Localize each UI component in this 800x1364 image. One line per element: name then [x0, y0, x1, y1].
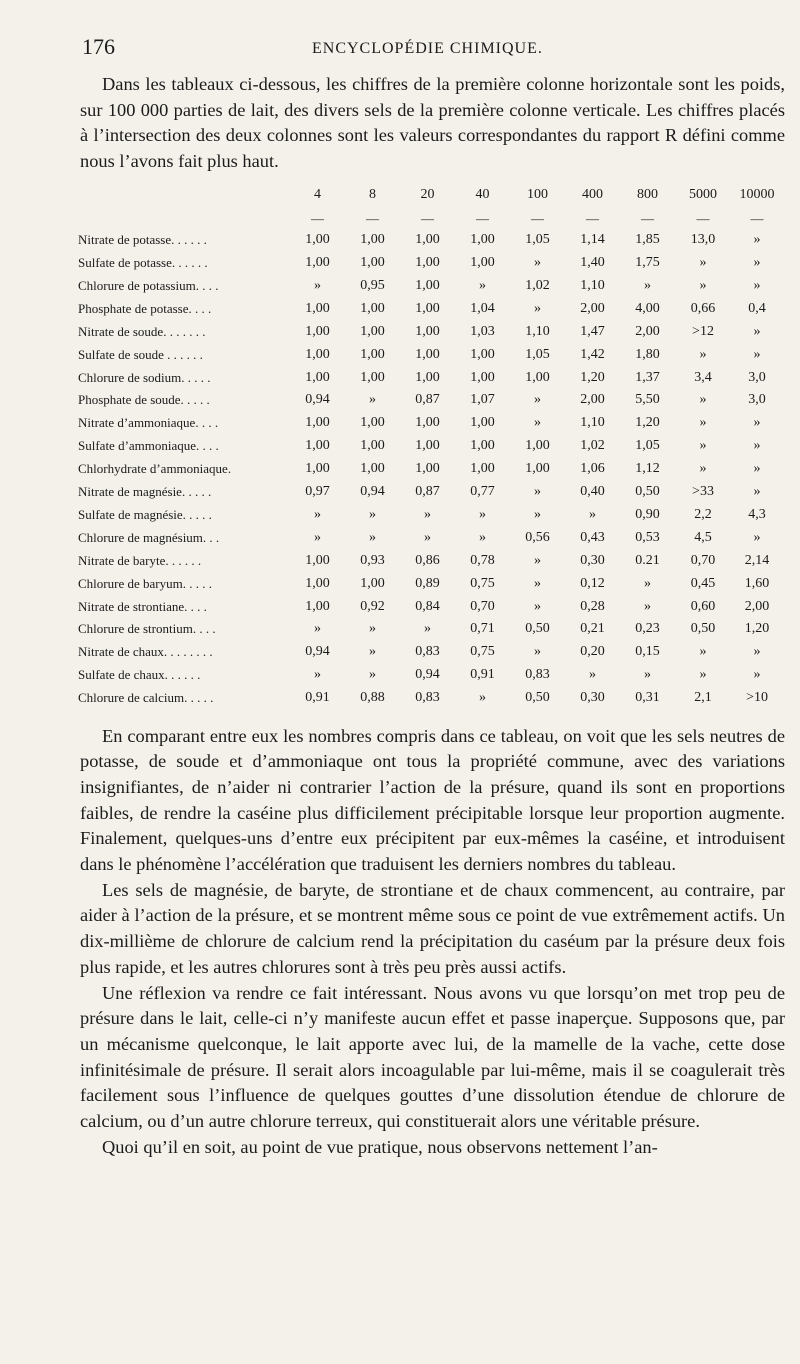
- table-cell: 0,87: [415, 484, 440, 500]
- table-cell: 3,4: [694, 369, 712, 385]
- table-row: [78, 366, 783, 389]
- table-cell: 1,00: [470, 415, 495, 431]
- table-cell: 0,31: [635, 690, 660, 706]
- table-cell: 0,91: [470, 667, 495, 683]
- table-cell: 0,28: [580, 598, 605, 614]
- table-cell: »: [753, 484, 761, 500]
- table-cell: 1,00: [470, 369, 495, 385]
- table-cell: 1,42: [580, 346, 605, 362]
- table-cell: »: [699, 461, 707, 477]
- table-row: [78, 595, 783, 618]
- table-row: [78, 297, 783, 320]
- table-cell: 1,00: [525, 369, 550, 385]
- table-cell: »: [644, 667, 651, 683]
- table-cell: »: [534, 415, 541, 431]
- table-cell: 0,50: [635, 484, 660, 500]
- table-cell: 0,94: [305, 392, 330, 408]
- document-page: [80, 34, 785, 1160]
- table-cell: 2,00: [580, 300, 605, 316]
- column-rule: —: [421, 210, 434, 226]
- table-cell: 1,00: [360, 369, 385, 385]
- table-cell: »: [424, 621, 431, 637]
- table-cell: »: [589, 506, 596, 522]
- table-cell: 0,15: [635, 644, 660, 660]
- table-cell: 13,0: [690, 232, 716, 248]
- table-cell: 1,00: [360, 346, 385, 362]
- table-body: [78, 229, 783, 710]
- row-label: Chlorhydrate d’ammoniaque.: [78, 461, 232, 477]
- table-cell: 1,00: [415, 461, 440, 477]
- column-header: 40: [475, 186, 490, 202]
- table-cell: 0,95: [360, 278, 385, 294]
- table-cell: 1,00: [305, 346, 330, 362]
- table-cell: 1,00: [305, 415, 330, 431]
- table-cell: 4,00: [635, 300, 660, 316]
- table-cell: 1,00: [305, 323, 330, 339]
- table-cell: »: [753, 278, 761, 294]
- table-cell: 0,43: [580, 529, 605, 545]
- intro-paragraph: Dans les tableaux ci-dessous, les chiffres de la première colonne horizontale sont les poids, sur 100 000 parties de lait, des divers sels de la première colonne verticale. Les chiffres placés à l’intersection des deux colonnes sont les valeurs correspondantes du rapport R défini comme nous l’avons fait plus haut.: [80, 74, 785, 172]
- column-rule: —: [366, 210, 379, 226]
- table-dash-row: [78, 211, 783, 229]
- row-label: Sulfate de potasse. . . . . .: [78, 255, 208, 271]
- table-row: [78, 458, 783, 481]
- table-row: [78, 320, 783, 343]
- table-cell: »: [699, 255, 707, 271]
- row-label: Sulfate de magnésie. . . . .: [78, 506, 212, 522]
- table-cell: 1,85: [635, 232, 660, 248]
- table-cell: 1,02: [580, 438, 605, 454]
- table-cell: »: [424, 506, 431, 522]
- row-label: Chlorure de calcium. . . . .: [78, 690, 214, 706]
- table-row: [78, 641, 783, 664]
- column-header: 4: [314, 186, 321, 202]
- table-cell: 0,70: [470, 598, 495, 614]
- table-cell: »: [753, 461, 761, 477]
- table-cell: 5,50: [635, 392, 660, 408]
- table-cell: 1,20: [635, 415, 660, 431]
- table-cell: 0,75: [470, 575, 495, 591]
- table-cell: 0,56: [525, 529, 550, 545]
- table-row: [78, 549, 783, 572]
- row-label: Nitrate de potasse. . . . . .: [78, 232, 207, 248]
- table-cell: 1,00: [305, 369, 330, 385]
- table-cell: »: [534, 300, 541, 316]
- table-cell: 1,00: [305, 598, 330, 614]
- table-cell: »: [753, 644, 761, 660]
- table-cell: »: [369, 667, 376, 683]
- table-cell: »: [699, 392, 707, 408]
- table-header-row: [78, 187, 783, 211]
- table-cell: 1,00: [525, 438, 550, 454]
- table-cell: 0,66: [690, 300, 716, 316]
- row-label: Phosphate de soude. . . . .: [78, 392, 210, 408]
- row-label: Chlorure de baryum. . . . .: [78, 575, 212, 591]
- table-cell: »: [753, 529, 761, 545]
- table-cell: 3,0: [748, 369, 766, 385]
- table-cell: 1,00: [360, 300, 385, 316]
- table-cell: 4,3: [748, 506, 766, 522]
- table-cell: »: [699, 667, 707, 683]
- table-cell: 1,00: [360, 232, 385, 248]
- table-cell: 0,53: [635, 529, 660, 545]
- table-cell: 0,78: [470, 552, 495, 568]
- table-cell: 3,0: [748, 392, 766, 408]
- table-cell: 1,10: [580, 278, 605, 294]
- table-cell: 0,84: [415, 598, 440, 614]
- column-rule: —: [311, 210, 324, 226]
- table-cell: »: [699, 438, 707, 454]
- table-cell: »: [699, 644, 707, 660]
- table-cell: »: [644, 575, 651, 591]
- table-cell: 0,50: [525, 621, 550, 637]
- row-label: Nitrate de chaux. . . . . . . .: [78, 644, 213, 660]
- table-cell: 1,47: [580, 323, 605, 339]
- table-cell: >10: [746, 690, 768, 706]
- table-cell: »: [314, 621, 321, 637]
- table-cell: 1,06: [580, 461, 605, 477]
- table-cell: 0,92: [360, 598, 385, 614]
- row-label: Chlorure de sodium. . . . .: [78, 369, 211, 385]
- table-cell: »: [369, 506, 376, 522]
- table-row: [78, 435, 783, 458]
- table-cell: »: [753, 346, 761, 362]
- table-cell: 1,00: [470, 461, 495, 477]
- table-cell: 2,00: [580, 392, 605, 408]
- row-label: Phosphate de potasse. . . .: [78, 300, 212, 316]
- table-corner: [78, 211, 290, 229]
- table-row: [78, 389, 783, 412]
- table-row: [78, 343, 783, 366]
- table-row: [78, 572, 783, 595]
- table-cell: »: [699, 415, 707, 431]
- table-cell: 4,5: [694, 529, 712, 545]
- table-cell: 1,00: [305, 255, 330, 271]
- column-rule: —: [750, 210, 764, 226]
- column-header: 8: [369, 186, 376, 202]
- table-cell: 1,00: [305, 552, 330, 568]
- table-cell: »: [314, 506, 321, 522]
- table-cell: 0,83: [415, 644, 440, 660]
- table-cell: 1,00: [305, 300, 330, 316]
- table-cell: 1,00: [305, 438, 330, 454]
- paragraph-earth-salts: Les sels de magnésie, de baryte, de strontiane et de chaux commencent, au contraire, par aider à l’action de la présure, et se montrent même sous ce point de vue extrêmement actifs. Un dix-millième de chlorure de calcium rend la précipitation du caséum par la présure deux fois plus rapide, et les autres chlorures sont à très peu près aussi actifs.: [80, 879, 785, 977]
- table-cell: 1,00: [415, 278, 440, 294]
- table-cell: 0,40: [580, 484, 605, 500]
- table-cell: 1,10: [525, 323, 550, 339]
- table-cell: 2,00: [744, 598, 770, 614]
- table-cell: »: [534, 575, 541, 591]
- row-label: Chlorure de strontium. . . .: [78, 621, 216, 637]
- column-rule: —: [586, 210, 599, 226]
- table-cell: »: [534, 552, 541, 568]
- table-cell: 1,05: [525, 346, 550, 362]
- table-cell: 0,88: [360, 690, 385, 706]
- table-cell: 2,1: [694, 690, 712, 706]
- column-header: 20: [420, 186, 435, 202]
- row-label: Sulfate de soude . . . . . .: [78, 346, 203, 362]
- table-cell: 1,07: [470, 392, 495, 408]
- table-row: [78, 229, 783, 252]
- table-cell: »: [534, 484, 541, 500]
- table-cell: 0,4: [748, 300, 766, 316]
- table-cell: 1,00: [525, 461, 550, 477]
- table-cell: »: [479, 529, 486, 545]
- table-cell: 1,05: [525, 232, 550, 248]
- row-label: Nitrate de baryte. . . . . .: [78, 552, 202, 568]
- table-cell: 1,00: [360, 255, 385, 271]
- table-cell: 1,00: [360, 415, 385, 431]
- column-rule: —: [531, 210, 544, 226]
- row-label: Nitrate de magnésie. . . . .: [78, 484, 212, 500]
- table-cell: 0,87: [415, 392, 440, 408]
- table-cell: »: [644, 598, 651, 614]
- table-cell: 2,00: [635, 323, 660, 339]
- table-row: [78, 618, 783, 641]
- table-cell: 0,21: [580, 621, 605, 637]
- table-cell: 1,00: [415, 300, 440, 316]
- paragraph-reflection: Une réflexion va rendre ce fait intéressant. Nous avons vu que lorsqu’on met trop peu de présure dans le lait, celle-ci n’y manifeste aucun effet et passe inaperçue. Supposons que, par un mécanisme quelconque, le lait apporte avec lui, de la mamelle de la vache, cette dose infinitésimale de présure. Il serait alors incoagulable par lui-même, mais il se coagulerait très facilement sous l’influence de quelques gouttes d’une dissolution étendue de chlorure de calcium, ou d’un autre chlorure terreux, qui constituerait alors une véritable présure.: [80, 982, 785, 1132]
- row-label: Sulfate de chaux. . . . . .: [78, 667, 201, 683]
- table-cell: 1,03: [470, 323, 495, 339]
- table-cell: 0,86: [415, 552, 440, 568]
- table-cell: 1,40: [580, 255, 605, 271]
- table-cell: »: [534, 255, 541, 271]
- table-cell: 1,80: [635, 346, 660, 362]
- table-cell: »: [534, 644, 541, 660]
- table-cell: 1,04: [470, 300, 495, 316]
- table-cell: 1,00: [360, 438, 385, 454]
- table-cell: 0,45: [690, 575, 716, 591]
- table-cell: »: [534, 598, 541, 614]
- table-cell: 0,30: [580, 690, 605, 706]
- table-cell: 0,91: [305, 690, 330, 706]
- table-cell: 1,20: [580, 369, 605, 385]
- table-cell: »: [644, 278, 651, 294]
- table-cell: 1,10: [580, 415, 605, 431]
- table-cell: »: [369, 529, 376, 545]
- table-cell: 1,00: [360, 323, 385, 339]
- table-cell: 1,00: [360, 461, 385, 477]
- table-corner: [78, 187, 290, 211]
- table-cell: 0,23: [635, 621, 660, 637]
- table-cell: 1,00: [415, 255, 440, 271]
- table-cell: 1,75: [635, 255, 660, 271]
- table-cell: 0.21: [635, 552, 660, 568]
- table-cell: »: [753, 667, 761, 683]
- table-cell: »: [753, 232, 761, 248]
- table-cell: »: [479, 690, 486, 706]
- table-cell: 1,00: [305, 575, 330, 591]
- column-header: 5000: [689, 186, 717, 202]
- table-cell: 0,71: [470, 621, 495, 637]
- table-cell: 1,37: [635, 369, 660, 385]
- table-cell: 1,00: [470, 346, 495, 362]
- table-cell: »: [314, 667, 321, 683]
- table-cell: 1,20: [744, 621, 770, 637]
- table-cell: 0,50: [690, 621, 716, 637]
- paragraph-conclusion: Quoi qu’il en soit, au point de vue pratique, nous observons nettement l’an-: [102, 1136, 658, 1157]
- column-rule: —: [476, 210, 489, 226]
- table-cell: 0,70: [690, 552, 716, 568]
- table-cell: 1,00: [470, 232, 495, 248]
- table-cell: 1,14: [580, 232, 605, 248]
- table-cell: »: [369, 644, 376, 660]
- table-cell: >33: [692, 484, 714, 500]
- table-cell: 2,2: [694, 506, 712, 522]
- table-cell: 1,00: [415, 323, 440, 339]
- table-row: [78, 275, 783, 298]
- column-header: 10000: [739, 186, 775, 202]
- table-cell: 0,94: [305, 644, 330, 660]
- table-row: [78, 481, 783, 504]
- running-head: [80, 34, 785, 70]
- row-label: Nitrate de strontiane. . . .: [78, 598, 207, 614]
- table-cell: »: [753, 415, 761, 431]
- table-cell: »: [589, 667, 596, 683]
- row-label: Sulfate d’ammoniaque. . . .: [78, 438, 219, 454]
- table-cell: 0,75: [470, 644, 495, 660]
- table-cell: >12: [692, 323, 714, 339]
- table-cell: 1,00: [415, 232, 440, 248]
- table-row: [78, 252, 783, 275]
- table-cell: »: [369, 392, 376, 408]
- table-row: [78, 687, 783, 710]
- table-cell: 1,00: [470, 438, 495, 454]
- table-cell: 0,20: [580, 644, 605, 660]
- row-label: Chlorure de potassium. . . .: [78, 278, 219, 294]
- row-label: Nitrate de soude. . . . . . .: [78, 323, 206, 339]
- table-cell: 1,00: [305, 232, 330, 248]
- column-rule: —: [641, 210, 654, 226]
- table-cell: 1,02: [525, 278, 550, 294]
- table-cell: 2,14: [744, 552, 770, 568]
- table-cell: »: [424, 529, 431, 545]
- salt-ratio-table: [78, 187, 783, 710]
- table-cell: »: [753, 255, 761, 271]
- column-header: 800: [637, 186, 658, 202]
- table-cell: 0,12: [580, 575, 605, 591]
- table-cell: »: [699, 346, 707, 362]
- table-cell: 0,83: [525, 667, 550, 683]
- table-cell: »: [534, 392, 541, 408]
- table-cell: 0,89: [415, 575, 440, 591]
- table-cell: »: [314, 529, 321, 545]
- table-row: [78, 664, 783, 687]
- table-cell: 0,97: [305, 484, 330, 500]
- row-label: Nitrate d’ammoniaque. . . .: [78, 415, 219, 431]
- row-label: Chlorure de magnésium. . .: [78, 529, 220, 545]
- table-row: [78, 412, 783, 435]
- table-cell: »: [479, 278, 486, 294]
- table-cell: 1,00: [415, 346, 440, 362]
- table-cell: 0,83: [415, 690, 440, 706]
- column-header: 100: [527, 186, 548, 202]
- table-cell: 1,00: [360, 575, 385, 591]
- table-cell: »: [479, 506, 486, 522]
- table-cell: »: [753, 323, 761, 339]
- page-number: 176: [82, 34, 115, 59]
- table-cell: 0,90: [635, 506, 660, 522]
- body-text: [80, 724, 785, 1161]
- table-cell: »: [699, 278, 707, 294]
- table-cell: 1,60: [744, 575, 770, 591]
- table-cell: »: [534, 506, 541, 522]
- table-cell: 1,00: [305, 461, 330, 477]
- paragraph-comparison: En comparant entre eux les nombres compris dans ce tableau, on voit que les sels neutres de potasse, de soude et d’ammoniaque ont tous la propriété commune, avec des variations insignifiantes, de n’aider ni contrarier l’action de la présure, quand ils sont en proportions faibles, de rendre la caséine plus difficilement précipitable lorsque leur proportion augmente. Finalement, quelques-uns d’entre eux précipitent par eux-mêmes la caséine, et introduisent dans le phénomène l’accélération que traduisent les derniers nombres du tableau.: [80, 725, 785, 875]
- table-cell: 0,60: [690, 598, 716, 614]
- table-cell: 0,77: [470, 484, 495, 500]
- table-cell: 0,50: [525, 690, 550, 706]
- table-cell: 1,12: [635, 461, 660, 477]
- table-cell: »: [314, 278, 321, 294]
- running-header-title: ENCYCLOPÉDIE CHIMIQUE.: [312, 40, 543, 57]
- table-cell: 1,00: [470, 255, 495, 271]
- table-cell: 1,05: [635, 438, 660, 454]
- table-cell: 0,30: [580, 552, 605, 568]
- table-row: [78, 526, 783, 549]
- table-row: [78, 504, 783, 527]
- table-cell: 0,93: [360, 552, 385, 568]
- column-header: 400: [582, 186, 603, 202]
- table-cell: 1,00: [415, 369, 440, 385]
- table-cell: 0,94: [360, 484, 385, 500]
- table-cell: »: [753, 438, 761, 454]
- column-rule: —: [696, 210, 710, 226]
- table-cell: 1,00: [415, 415, 440, 431]
- table-cell: »: [369, 621, 376, 637]
- table-cell: 1,00: [415, 438, 440, 454]
- table-cell: 0,94: [415, 667, 440, 683]
